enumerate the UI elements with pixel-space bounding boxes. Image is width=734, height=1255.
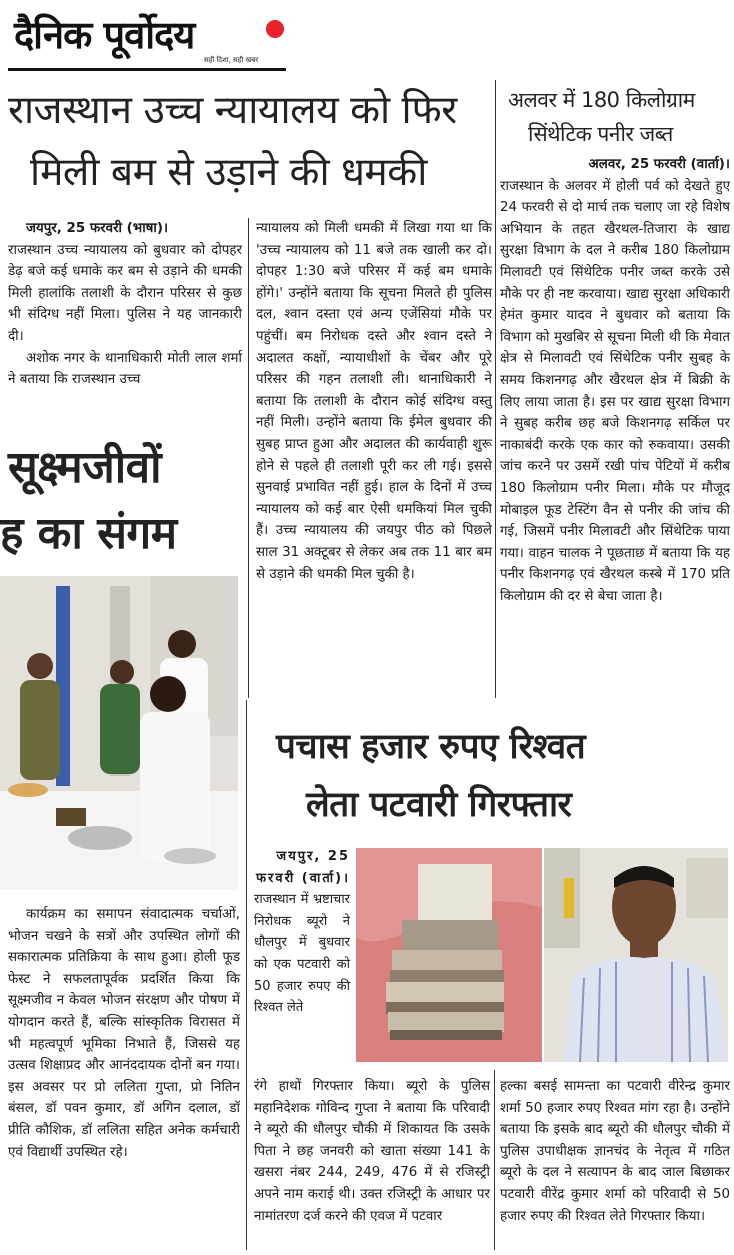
bribe-col-right [500, 1076, 730, 1227]
bribe-col-right-text: हल्का बसई सामन्ता का पटवारी वीरेन्द्र कुमार शर्मा 50 हजार रुपए रिश्वत मांग रहा है। उन्होंने बताया कि इसके बाद ब्यूरो की धौलपुर चौकी में पुलिस उपाधीक्षक ज्ञानचंद के नेतृत्व में गठित ब्यूरो के दल ने सत्यापन के बाद जाल बिछाकर पटवारी वीरेंद्र कुमार शर्मा को परिवादी से 50 हजार रुपए की रिश्वत लेते गिरफ्तार किया। [500, 1079, 730, 1224]
food-fest-illustration [0, 576, 238, 890]
highcourt-col2-text: न्यायालय को मिली धमकी में लिखा गया था कि 'उच्च न्यायालय को 11 बजे तक खाली कर दो। दोपहर 1:30 बजे परिसर में कई बम धमाके होंगे।' उन्होंने बताया कि सूचना मिलते ही पुलिस दल, श्वान दस्ता एवं अन्य एजेंसियां मौके पर पहुंचीं। बम निरोधक दस्ते और श्वान दस्ते ने अदालत कक्षों, न्यायाधीशों के चेंबर और पूरे परिसर की गहन तलाशी ली। थानाधिकारी ने बताया कि तलाशी के दौरान कोई संदिग्ध वस्तु नहीं मिली। उन्होंने बताया कि ईमेल बुधवार की सुबह प्राप्त हुआ और अदालत की कार्यवाही शुरू होने से पहले ही तलाशी पूरी कर ली गई। इससे सुनवाई प्रभावित नहीं हुई। हाल के दिनों में उच्च न्यायालय को कई बार ऐसी धमकियां मिल चुकी हैं। उच्च न्यायालय की जयपुर पीठ को पिछले साल 31 अक्टूबर से लेकर अब तक 11 बार बम से उड़ाने की धमकी मिल चुकी है। [256, 221, 492, 582]
highcourt-dateline: जयपुर, 25 फरवरी (भाषा)। [26, 221, 169, 236]
microbes-text: कार्यक्रम का समापन संवादात्मक चर्चाओं, भोजन चखने के सत्रों और उपस्थित लोगों की सकारात्मक प्रतिक्रिया के साथ हुआ। होली फूड फेस्ट ने सफलतापूर्वक प्रदर्शित किया कि सूक्ष्मजीव न केवल भोजन संरक्षण और पोषण में योगदान करते हैं, बल्कि सांस्कृतिक विरासत में भी महत्वपूर्ण भूमिका निभाते हैं, जिससे यह उत्सव शिक्षाप्रद और आनंददायक दोनों बन गया। इस अवसर पर प्रो ललिता गुप्ता, प्रो नितिन बंसल, डॉ पवन कुमार, डॉ अगिन दलाल, डॉ प्रीति कौशिक, डॉ ललिता सहित अनेक कर्मचारी एवं विद्यार्थी उपस्थित रहे। [8, 907, 240, 1160]
bribe-narrow-text: राजस्थान में भ्रष्टाचार निरोधक ब्यूरो ने धौलपुर में बुधवार को एक पटवारी को 50 हजार रुपए की रिश्वत लेते [254, 892, 350, 1016]
masthead-rule [8, 68, 286, 71]
bribe-headline-line1: पचास हजार रुपए रिश्वत [276, 727, 586, 767]
highcourt-headline-line1: राजस्थान उच्च न्यायालय को फिर [8, 88, 457, 133]
column-rule [246, 700, 247, 1250]
masthead-tagline: सही दिशा, सही खबर [204, 56, 259, 64]
cash-bundles-illustration [356, 848, 542, 1062]
bribe-col-left-text: रंगे हाथों गिरफ्तार किया। ब्यूरो के पुलिस महानिदेशक गोविन्द गुप्ता ने बताया कि परिवादी ने ब्यूरो की धौलपुर चौकी में शिकायत कि उसके पिता ने छह जनवरी को खाता संख्या 141 के खसरा नंबर 244, 249, 476 में से रजिस्ट्री अपने नाम कराई थी। उक्त रजिस्ट्री के आधार पर नामांतरण दर्ज करने की एवज में पटवार [254, 1079, 490, 1224]
highcourt-col1-p2: अशोक नगर के थानाधिकारी मोती लाल शर्मा ने बताया कि राजस्थान उच्च [8, 350, 242, 388]
column-rule [494, 1070, 495, 1250]
paneer-headline-line2: सिंथेटिक पनीर जब्त [528, 122, 673, 146]
microbes-headline-line1: सूक्ष्मजीवों [8, 442, 162, 493]
patwari-photo [544, 848, 728, 1062]
bribe-dateline: जयपुर, 25 फरवरी (वार्ता)। [256, 849, 350, 886]
highcourt-col2 [256, 218, 492, 585]
highcourt-col1-p1: राजस्थान उच्च न्यायालय को बुधवार को दोपहर डेढ़ बजे कई धमाके कर बम से उड़ाने की धमकी मिली हालांकि तलाशी के दौरान परिसर से कुछ भी संदिग्ध नहीं मिला। पुलिस ने यह जानकारी दी। [8, 242, 242, 344]
paneer-text: राजस्थान के अलवर में होली पर्व को देखते हुए 24 फरवरी से दो मार्च तक चलाए जा रहे विशेष अभियान के तहत खैरथल-तिजारा के खाद्य सुरक्षा विभाग के दल ने करीब 180 किलोग्राम मिलावटी एवं सिंथेटिक पनीर जब्त करके उसे मौके पर ही नष्ट करवाया। खाद्य सुरक्षा अधिकारी हेमंत कुमार यादव ने बुधवार को बताया कि विभाग को मुखबिर से सूचना मिली थी कि मेवात क्षेत्र से मिलावटी एवं सिंथेटिक पनीर सुबह के समय किशनगढ़ और खैरथल क्षेत्र में बिक्री के लिए लाया जाता है। इस पर खाद्य सुरक्षा विभाग ने सुबह करीब छह बजे किशनगढ़ सर्किल पर नाकाबंदी करके एक कार को रुकवाया। उसकी जांच करने पर उसमें रखी पांच पेटियों में करीब 180 किलोग्राम पनीर मिला। मौके पर मौजूद मोबाइल फूड टेस्टिंग वैन से पनीर की जांच की गई, जिसमें पनीर मिलावटी और सिंथेटिक पाया गया। वाहन चालक ने पूछताछ में बताया कि यह पनीर किशनगढ़ एवं खैरथल कस्बे में 170 प्रति किलोग्राम की दर से बेचा जाता है। [500, 178, 730, 604]
masthead-sun-icon [266, 20, 284, 38]
highcourt-headline-line2: मिली बम से उड़ाने की धमकी [30, 150, 427, 195]
bribe-narrow-col [254, 846, 350, 1019]
masthead [8, 6, 288, 76]
food-fest-photo [0, 576, 238, 890]
microbes-headline-line2: ह का संगम [0, 508, 177, 559]
paneer-body [500, 154, 730, 607]
paneer-headline-line1: अलवर में 180 किलोग्राम [508, 88, 695, 112]
highcourt-col1 [8, 218, 242, 391]
column-rule [248, 218, 249, 698]
bribe-headline-line2: लेता पटवारी गिरफ्तार [306, 785, 572, 825]
cash-photo [356, 848, 542, 1062]
paneer-dateline: अलवर, 25 फरवरी (वार्ता)। [588, 157, 730, 172]
column-rule [495, 80, 496, 698]
bribe-col-left [254, 1076, 490, 1227]
masthead-name: दैनिक पूर्वोदय [14, 13, 195, 57]
patwari-portrait-illustration [544, 848, 728, 1062]
microbes-body [8, 904, 240, 1163]
